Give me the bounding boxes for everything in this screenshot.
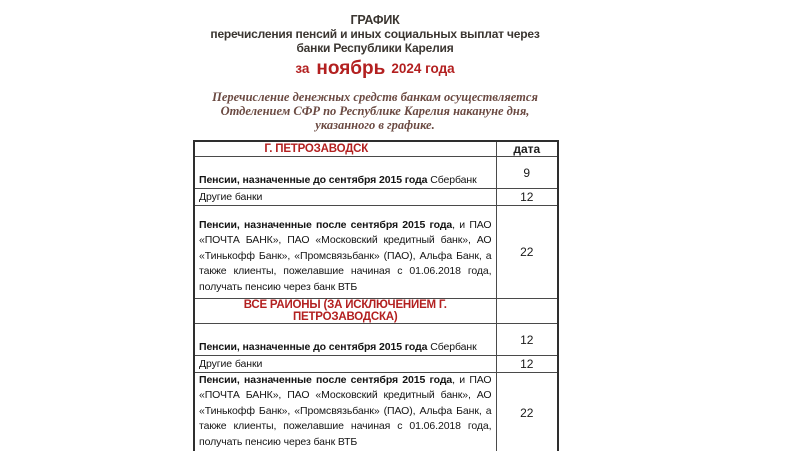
date-column-header: дата	[496, 141, 558, 157]
document-title	[193, 0, 557, 55]
section-header-row	[194, 141, 558, 157]
section-title: Г. ПЕТРОЗАВОДСК	[194, 141, 496, 157]
payment-date: 9	[496, 157, 558, 189]
payment-date: 22	[496, 206, 558, 299]
schedule-table-body	[194, 141, 558, 451]
payment-description: Пенсии, назначенные до сентября 2015 года Сбербанк	[194, 324, 496, 356]
period-year: 2024 года	[391, 61, 455, 76]
table-row	[194, 157, 558, 189]
table-row	[194, 324, 558, 356]
table-row	[194, 206, 558, 299]
payment-description: Пенсии, назначенные после сентября 2015 года, и ПАО «ПОЧТА БАНК», ПАО «Московский кредитный банк», АО «Тинькофф Банк», «Промсвязьбанк» (ПАО), Альфа Банк, а также клиенты, пожелавшие начиная с 01.06.2018 года, получать пенсию через банк ВТБ	[194, 373, 496, 451]
document-content	[193, 0, 557, 451]
period-month: ноябрь	[316, 58, 386, 79]
payment-date: 12	[496, 189, 558, 206]
payment-date: 12	[496, 324, 558, 356]
section-header-row	[194, 299, 558, 324]
title-line-3: банки Республики Карелия	[296, 41, 454, 55]
table-row	[194, 189, 558, 206]
payment-description: Пенсии, назначенные после сентября 2015 года, и ПАО «ПОЧТА БАНК», ПАО «Московский кредитный банк», АО «Тинькофф Банк», «Промсвязьбанк» (ПАО), Альфа Банк, а также клиенты, пожелавшие начиная с 01.06.2018 года, получать пенсию через банк ВТБ	[194, 206, 496, 299]
title-line-2: перечисления пенсий и иных социальных выплат через	[210, 27, 540, 41]
payment-date: 22	[496, 373, 558, 451]
payment-description: Другие банки	[194, 356, 496, 373]
payment-description: Другие банки	[194, 189, 496, 206]
table-row	[194, 373, 558, 451]
section-title: ВСЕ РАЙОНЫ (ЗА ИСКЛЮЧЕНИЕМ Г. ПЕТРОЗАВОДСКА)	[194, 299, 496, 324]
payment-description: Пенсии, назначенные до сентября 2015 года Сбербанк	[194, 157, 496, 189]
schedule-table	[193, 140, 559, 451]
transfer-note: Перечисление денежных средств банкам осуществляется Отделением СФР по Республике Карелия накануне дня, указанного в графике.	[212, 90, 538, 132]
payment-date: 12	[496, 356, 558, 373]
period-line	[193, 58, 557, 79]
empty-date-cell	[496, 299, 558, 324]
period-prefix: за	[295, 61, 310, 76]
table-row	[194, 356, 558, 373]
title-line-1: ГРАФИК	[350, 13, 400, 27]
